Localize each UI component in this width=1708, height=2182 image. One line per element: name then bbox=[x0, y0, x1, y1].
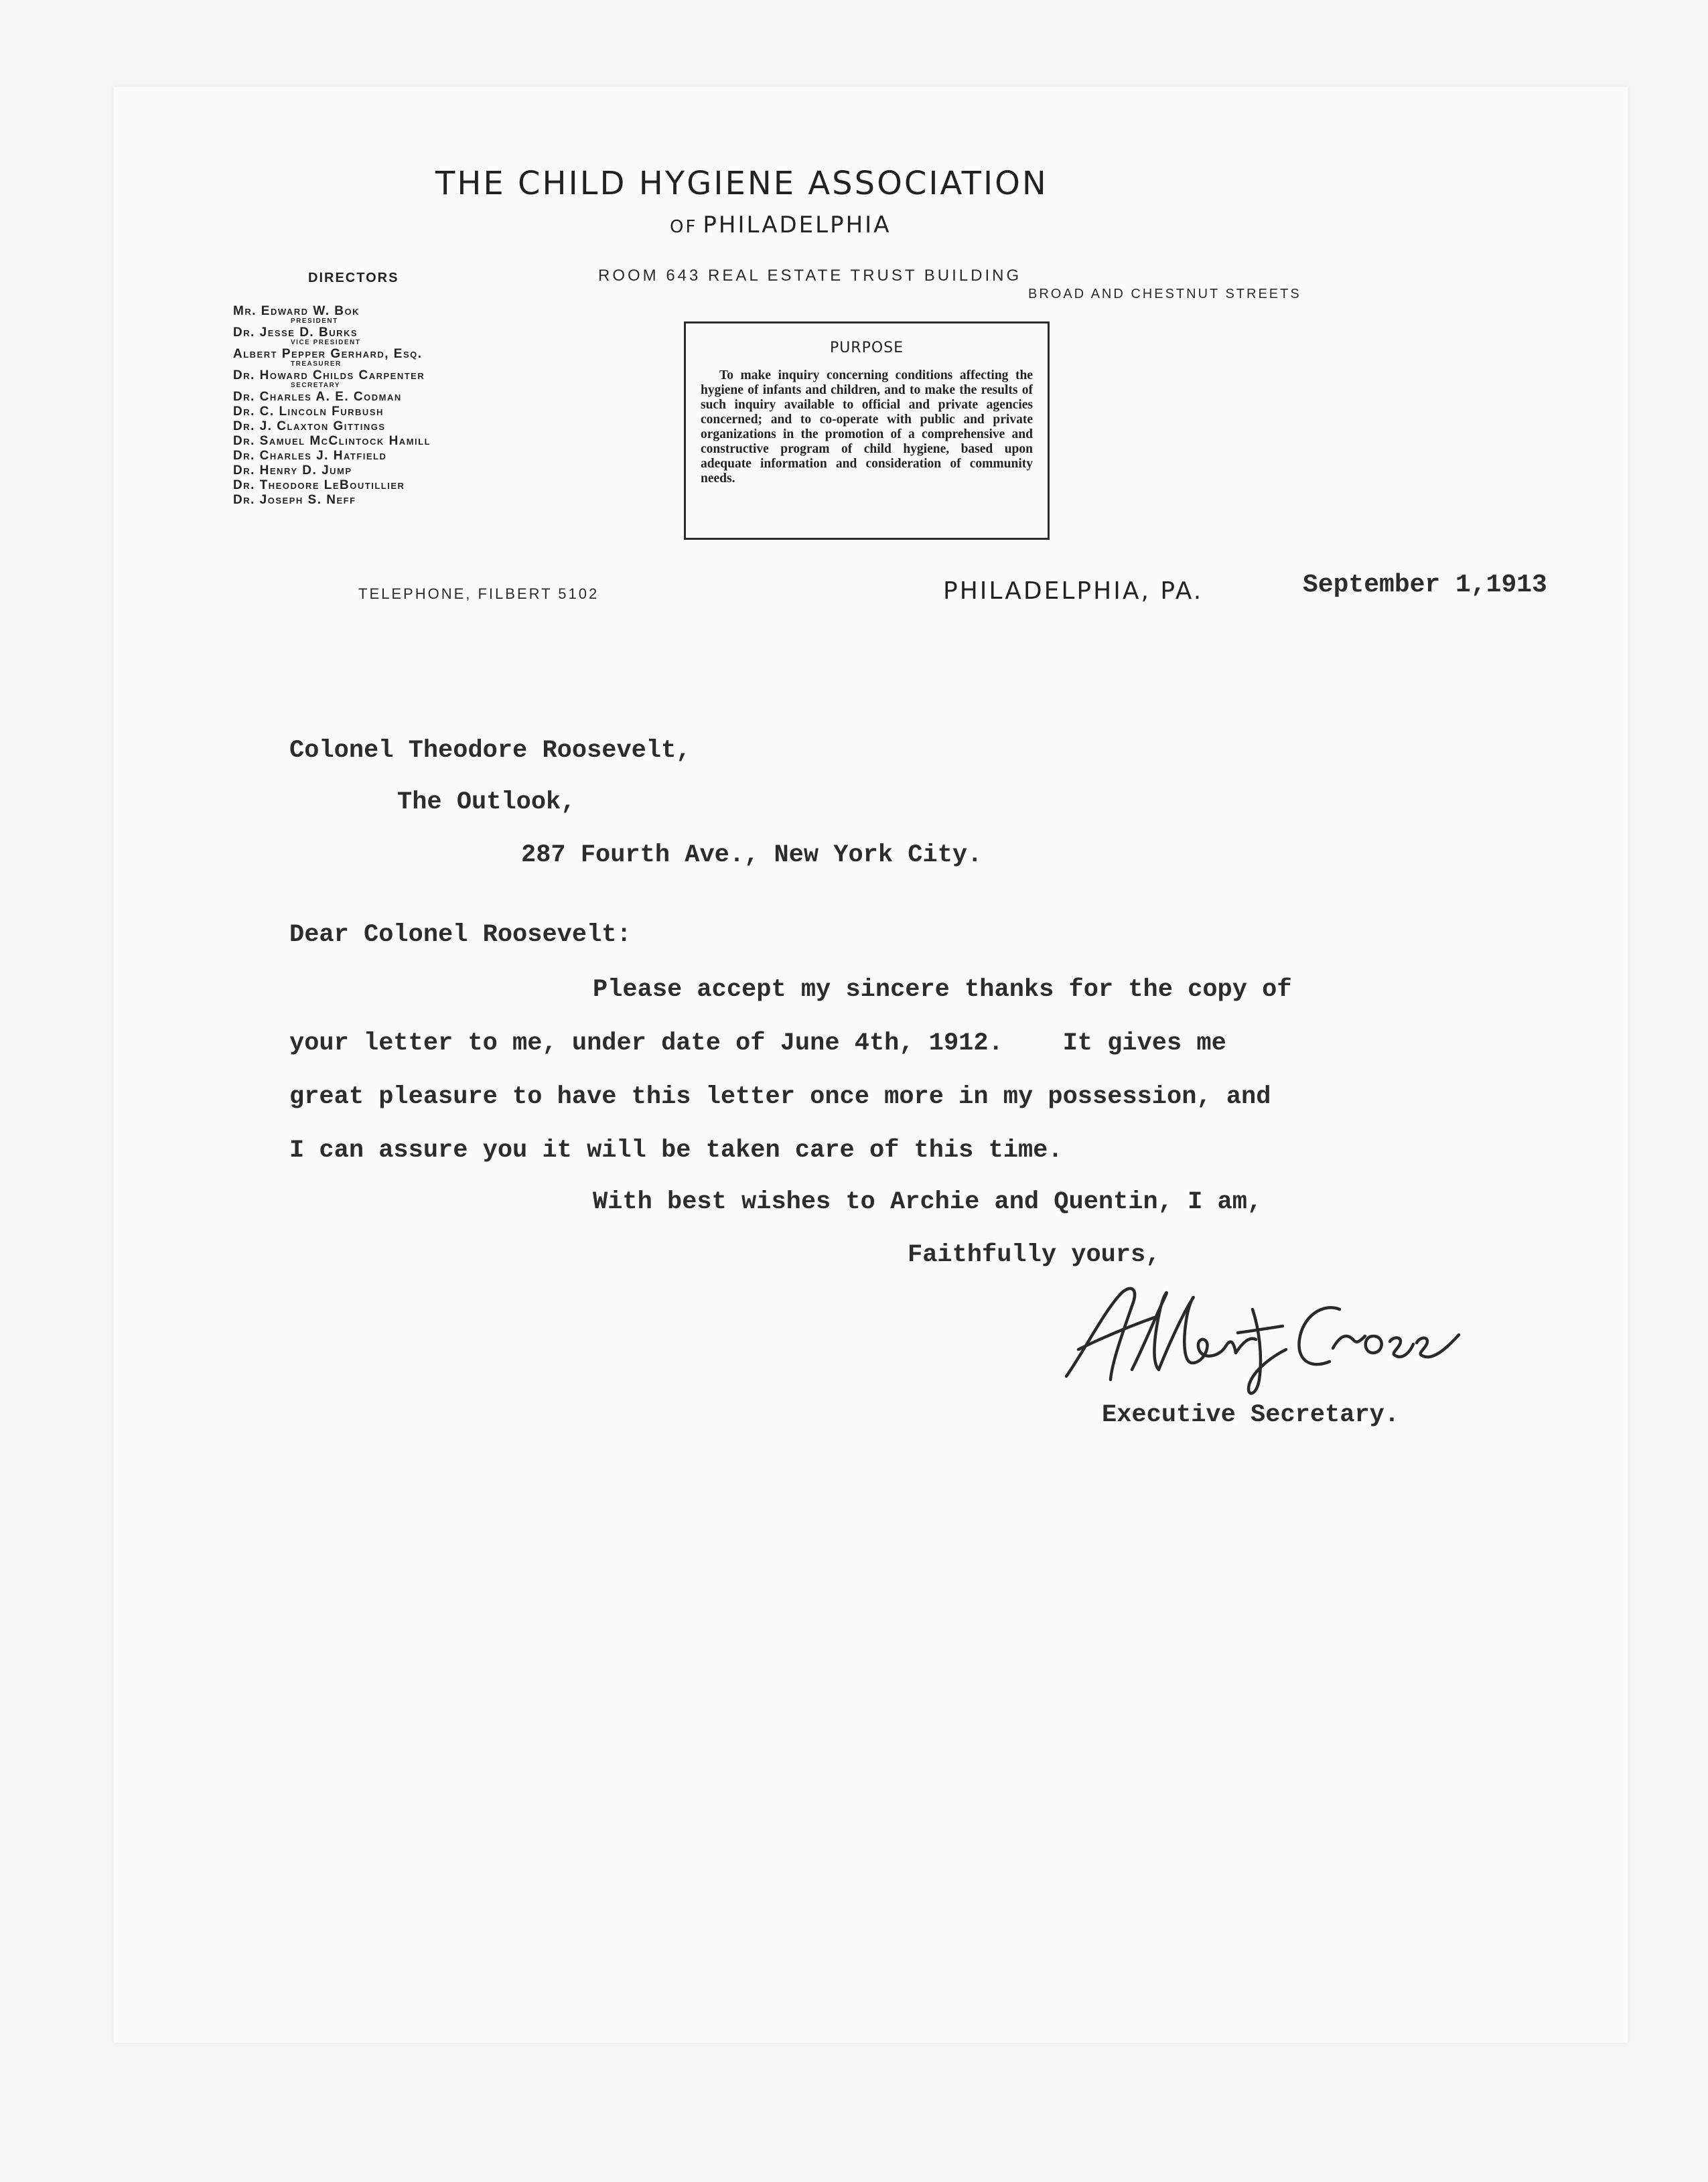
body-line: I can assure you it will be taken care of this time. bbox=[289, 1137, 1063, 1165]
purpose-title: PURPOSE bbox=[829, 340, 904, 356]
director-name: Dr. C. Lincoln Furbush bbox=[233, 405, 384, 419]
body-line: With best wishes to Archie and Quentin, I am, bbox=[593, 1188, 1263, 1216]
body-line: your letter to me, under date of June 4th, 1912. It gives me bbox=[289, 1029, 1226, 1058]
purpose-box bbox=[684, 321, 1050, 540]
recipient-address: 287 Fourth Ave., New York City. bbox=[521, 841, 983, 869]
director-name: Dr. Theodore LeBoutillier bbox=[233, 478, 405, 492]
handwritten-signature bbox=[1058, 1269, 1467, 1403]
organization-city bbox=[670, 212, 891, 238]
purpose-text: To make inquiry concerning conditions affecting the hygiene of infants and children, and to make the results of such inquiry available to official and private agencies concerned; and to co-operate with public and private organizations in the promotion of a comprehensive and constructive program of child hygiene, based upon adequate information and consideration of community needs. bbox=[701, 368, 1033, 486]
director-name: Dr. Howard Childs Carpenter bbox=[233, 368, 425, 382]
recipient-name: Colonel Theodore Roosevelt, bbox=[289, 737, 691, 765]
director-name: Mr. Edward W. Bok bbox=[233, 304, 360, 318]
directors-list bbox=[233, 304, 608, 508]
director-role: PRESIDENT bbox=[291, 317, 338, 325]
director-name: Dr. Jesse D. Burks bbox=[233, 325, 358, 340]
letterhead-city: PHILADELPHIA, PA. bbox=[943, 577, 1204, 605]
recipient-organization: The Outlook, bbox=[397, 788, 576, 816]
organization-city-prefix: OF bbox=[670, 217, 698, 237]
letterhead-address-line-2: BROAD AND CHESTNUT STREETS bbox=[1028, 287, 1301, 301]
salutation: Dear Colonel Roosevelt: bbox=[289, 921, 632, 949]
signature-title: Executive Secretary. bbox=[1102, 1401, 1400, 1429]
director-name: Dr. Henry D. Jump bbox=[233, 463, 352, 478]
director-role: VICE PRESIDENT bbox=[291, 339, 361, 346]
organization-city-name: PHILADELPHIA bbox=[703, 212, 892, 238]
letter-date: September 1,1913 bbox=[1303, 571, 1547, 599]
director-role: SECRETARY bbox=[291, 382, 341, 389]
director-name: Dr. Charles J. Hatfield bbox=[233, 449, 387, 463]
director-name: Albert Pepper Gerhard, Esq. bbox=[233, 347, 423, 361]
directors-heading: DIRECTORS bbox=[308, 271, 399, 285]
director-name: Dr. Samuel McClintock Hamill bbox=[233, 434, 431, 448]
director-name: Dr. J. Claxton Gittings bbox=[233, 419, 386, 433]
telephone-line: TELEPHONE, FILBERT 5102 bbox=[358, 585, 599, 602]
director-name: Dr. Charles A. E. Codman bbox=[233, 390, 402, 404]
director-role: TREASURER bbox=[291, 360, 342, 368]
body-line: Please accept my sincere thanks for the copy of bbox=[593, 976, 1292, 1004]
director-name: Dr. Joseph S. Neff bbox=[233, 493, 356, 507]
closing: Faithfully yours, bbox=[908, 1241, 1161, 1269]
organization-name: THE CHILD HYGIENE ASSOCIATION bbox=[435, 165, 1048, 202]
body-line: great pleasure to have this letter once more in my possession, and bbox=[289, 1083, 1271, 1111]
letterhead-address-line-1: ROOM 643 REAL ESTATE TRUST BUILDING bbox=[598, 267, 1022, 285]
